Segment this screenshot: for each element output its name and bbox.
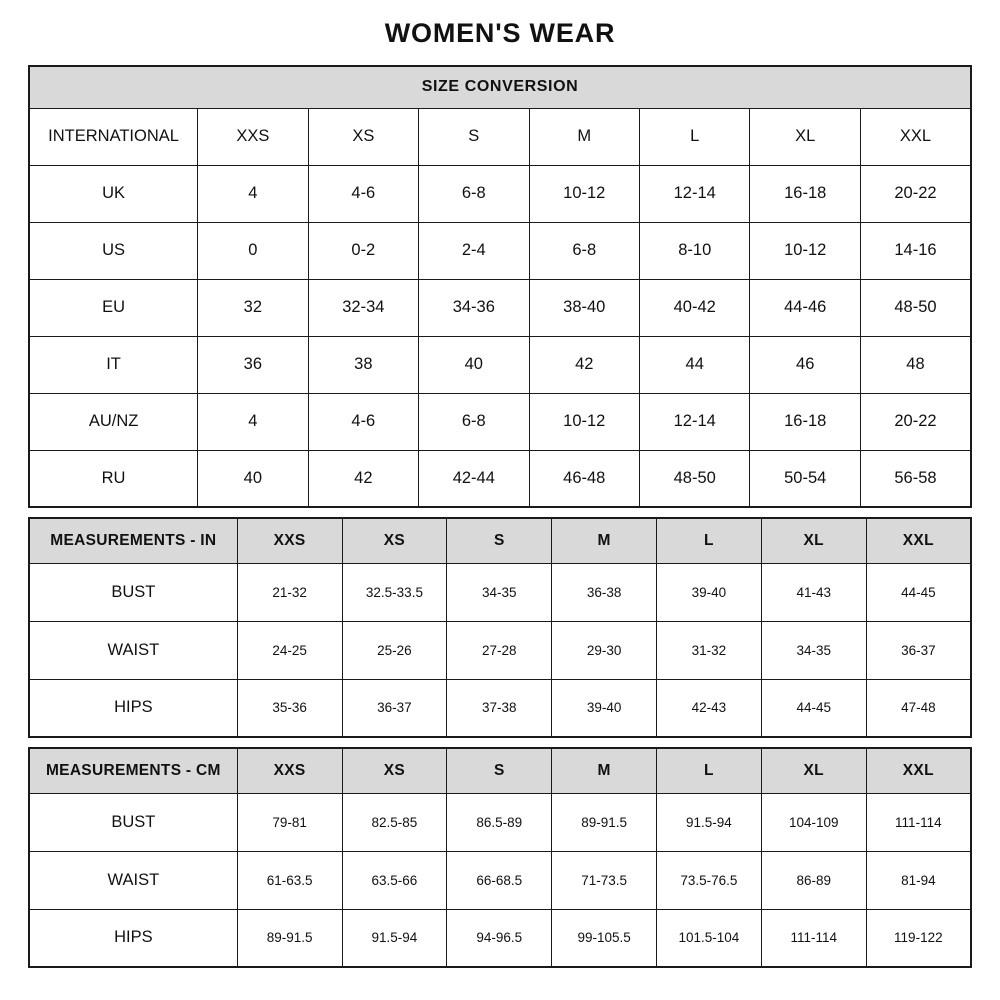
size-header-cell: M	[529, 108, 639, 165]
value-cell: 36	[198, 336, 308, 393]
size-header-cell: XS	[342, 518, 447, 563]
table-row	[29, 909, 971, 967]
value-cell: 36-37	[342, 679, 447, 737]
value-cell: 8-10	[640, 222, 750, 279]
value-cell: 34-35	[447, 563, 552, 621]
header-row	[29, 518, 971, 563]
size-conversion-caption: SIZE CONVERSION	[29, 66, 971, 108]
value-cell: 50-54	[750, 450, 860, 507]
value-cell: 46-48	[529, 450, 639, 507]
value-cell: 36-38	[552, 563, 657, 621]
measurements-in-table	[28, 517, 972, 738]
value-cell: 42-44	[419, 450, 529, 507]
value-cell: 63.5-66	[342, 851, 447, 909]
row-label-cell: EU	[29, 279, 198, 336]
value-cell: 48-50	[640, 450, 750, 507]
table-row	[29, 279, 971, 336]
value-cell: 40	[198, 450, 308, 507]
table-title-cell: MEASUREMENTS - IN	[29, 518, 237, 563]
value-cell: 44	[640, 336, 750, 393]
value-cell: 40-42	[640, 279, 750, 336]
value-cell: 4	[198, 393, 308, 450]
table-row	[29, 793, 971, 851]
value-cell: 79-81	[237, 793, 342, 851]
value-cell: 44-46	[750, 279, 860, 336]
value-cell: 32.5-33.5	[342, 563, 447, 621]
value-cell: 6-8	[529, 222, 639, 279]
row-label-cell: HIPS	[29, 909, 237, 967]
header-row	[29, 748, 971, 793]
size-header-cell: M	[552, 748, 657, 793]
value-cell: 82.5-85	[342, 793, 447, 851]
value-cell: 21-32	[237, 563, 342, 621]
value-cell: 38-40	[529, 279, 639, 336]
value-cell: 24-25	[237, 621, 342, 679]
value-cell: 48	[860, 336, 971, 393]
value-cell: 0	[198, 222, 308, 279]
size-header-cell: L	[657, 748, 762, 793]
table-row	[29, 165, 971, 222]
size-header-cell: XXL	[866, 748, 971, 793]
value-cell: 89-91.5	[552, 793, 657, 851]
value-cell: 31-32	[657, 621, 762, 679]
value-cell: 38	[308, 336, 418, 393]
value-cell: 94-96.5	[447, 909, 552, 967]
table-row	[29, 679, 971, 737]
size-header-cell: XL	[750, 108, 860, 165]
row-label-cell: WAIST	[29, 851, 237, 909]
value-cell: 36-37	[866, 621, 971, 679]
row-label-cell: UK	[29, 165, 198, 222]
size-header-cell: XXL	[866, 518, 971, 563]
row-label-cell: AU/NZ	[29, 393, 198, 450]
size-header-cell: L	[640, 108, 750, 165]
value-cell: 6-8	[419, 165, 529, 222]
table-row	[29, 621, 971, 679]
value-cell: 47-48	[866, 679, 971, 737]
value-cell: 32-34	[308, 279, 418, 336]
table-row	[29, 336, 971, 393]
value-cell: 56-58	[860, 450, 971, 507]
row-label-cell: BUST	[29, 793, 237, 851]
value-cell: 99-105.5	[552, 909, 657, 967]
row-label-cell: US	[29, 222, 198, 279]
value-cell: 34-36	[419, 279, 529, 336]
value-cell: 27-28	[447, 621, 552, 679]
value-cell: 20-22	[860, 165, 971, 222]
size-header-cell: XXS	[237, 748, 342, 793]
value-cell: 71-73.5	[552, 851, 657, 909]
value-cell: 44-45	[761, 679, 866, 737]
table-title-cell: MEASUREMENTS - CM	[29, 748, 237, 793]
size-header-cell: XS	[342, 748, 447, 793]
value-cell: 61-63.5	[237, 851, 342, 909]
row-label-cell: HIPS	[29, 679, 237, 737]
table-row	[29, 563, 971, 621]
value-cell: 91.5-94	[657, 793, 762, 851]
value-cell: 89-91.5	[237, 909, 342, 967]
value-cell: 111-114	[866, 793, 971, 851]
value-cell: 66-68.5	[447, 851, 552, 909]
value-cell: 35-36	[237, 679, 342, 737]
size-header-cell: M	[552, 518, 657, 563]
measurements-cm-table	[28, 747, 972, 968]
value-cell: 20-22	[860, 393, 971, 450]
header-row	[29, 108, 971, 165]
value-cell: 4-6	[308, 165, 418, 222]
value-cell: 39-40	[552, 679, 657, 737]
value-cell: 34-35	[761, 621, 866, 679]
value-cell: 6-8	[419, 393, 529, 450]
value-cell: 40	[419, 336, 529, 393]
value-cell: 14-16	[860, 222, 971, 279]
value-cell: 42	[529, 336, 639, 393]
value-cell: 37-38	[447, 679, 552, 737]
value-cell: 25-26	[342, 621, 447, 679]
value-cell: 73.5-76.5	[657, 851, 762, 909]
table-row	[29, 851, 971, 909]
value-cell: 39-40	[657, 563, 762, 621]
value-cell: 4	[198, 165, 308, 222]
size-header-cell: S	[447, 518, 552, 563]
value-cell: 41-43	[761, 563, 866, 621]
size-header-cell: S	[419, 108, 529, 165]
value-cell: 44-45	[866, 563, 971, 621]
table-row	[29, 222, 971, 279]
value-cell: 48-50	[860, 279, 971, 336]
value-cell: 42-43	[657, 679, 762, 737]
table-row	[29, 450, 971, 507]
table-row	[29, 393, 971, 450]
value-cell: 2-4	[419, 222, 529, 279]
size-header-cell: XS	[308, 108, 418, 165]
size-header-cell: L	[657, 518, 762, 563]
row-label-cell: WAIST	[29, 621, 237, 679]
size-header-cell: S	[447, 748, 552, 793]
value-cell: 46	[750, 336, 860, 393]
value-cell: 42	[308, 450, 418, 507]
value-cell: 12-14	[640, 393, 750, 450]
size-header-cell: XXL	[860, 108, 971, 165]
size-conversion-table	[28, 65, 972, 508]
size-header-cell: XXS	[237, 518, 342, 563]
value-cell: 10-12	[750, 222, 860, 279]
value-cell: 29-30	[552, 621, 657, 679]
value-cell: 32	[198, 279, 308, 336]
value-cell: 101.5-104	[657, 909, 762, 967]
value-cell: 111-114	[761, 909, 866, 967]
value-cell: 16-18	[750, 393, 860, 450]
value-cell: 12-14	[640, 165, 750, 222]
row-label-cell: RU	[29, 450, 198, 507]
value-cell: 91.5-94	[342, 909, 447, 967]
value-cell: 86-89	[761, 851, 866, 909]
value-cell: 4-6	[308, 393, 418, 450]
size-header-cell: XL	[761, 518, 866, 563]
page-title: WOMEN'S WEAR	[384, 18, 616, 48]
value-cell: 10-12	[529, 165, 639, 222]
value-cell: 10-12	[529, 393, 639, 450]
row-label-cell: IT	[29, 336, 198, 393]
size-header-cell: XL	[761, 748, 866, 793]
table-title-cell: INTERNATIONAL	[29, 108, 198, 165]
value-cell: 119-122	[866, 909, 971, 967]
value-cell: 81-94	[866, 851, 971, 909]
size-header-cell: XXS	[198, 108, 308, 165]
value-cell: 0-2	[308, 222, 418, 279]
caption-row	[29, 66, 971, 108]
value-cell: 86.5-89	[447, 793, 552, 851]
value-cell: 104-109	[761, 793, 866, 851]
value-cell: 16-18	[750, 165, 860, 222]
row-label-cell: BUST	[29, 563, 237, 621]
